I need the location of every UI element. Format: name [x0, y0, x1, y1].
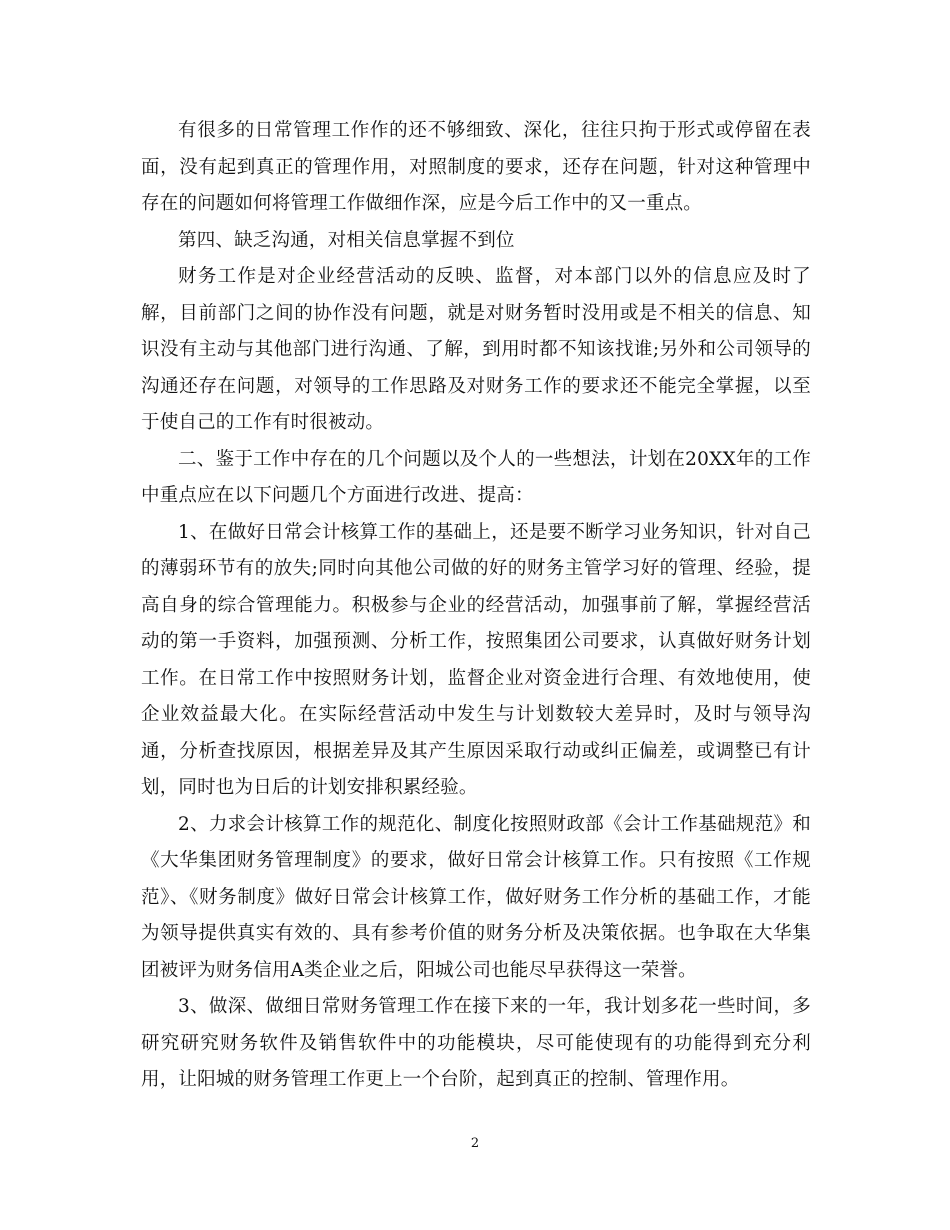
- paragraph-improvement-plan-intro: 二、鉴于工作中存在的几个问题以及个人的一些想法，计划在20XX年的工作中重点应在以下问题几个方面进行改进、提高：: [141, 448, 811, 506]
- page-number: 2: [470, 1136, 480, 1151]
- paragraph-plan-item-1: 1、在做好日常会计核算工作的基础上，还是要不断学习业务知识，针对自己的薄弱环节有的放失;同时向其他公司做的好的财务主管学习好的管理、经验，提高自身的综合管理能力。积极参与企业的经营活动，加强事前了解，掌握经营活动的第一手资料，加强预测、分析工作，按照集团公司要求，认真做好财务计划工作。在日常工作中按照财务计划，监督企业对资金进行合理、有效地使用，使企业效益最大化。在实际经营活动中发生与计划数较大差异时，及时与领导沟通，分析查找原因，根据差异及其产生原因采取行动或纠正偏差，或调整已有计划，同时也为日后的计划安排积累经验。: [141, 521, 811, 798]
- paragraph-plan-item-3: 3、做深、做细日常财务管理工作在接下来的一年，我计划多花一些时间，多研究研究财务软件及销售软件中的功能模块，尽可能使现有的功能得到充分利用，让阳城的财务管理工作更上一个台阶，起到真正的控制、管理作用。: [141, 996, 811, 1090]
- paragraph-heading-communication: 第四、缺乏沟通，对相关信息掌握不到位: [178, 229, 515, 251]
- paragraph-communication-issues: 财务工作是对企业经营活动的反映、监督，对本部门以外的信息应及时了解，目前部门之间的协作没有问题，就是对财务暂时没用或是不相关的信息、知识没有主动与其他部门进行沟通、了解，到用时都不知该找谁;另外和公司领导的沟通还存在问题，对领导的工作思路及对财务工作的要求还不能完全掌握，以至于使自己的工作有时很被动。: [141, 266, 811, 433]
- document-body: [141, 113, 811, 1099]
- paragraph-management-depth: 有很多的日常管理工作作的还不够细致、深化，往往只拘于形式或停留在表面，没有起到真正的管理作用，对照制度的要求，还存在问题，针对这种管理中存在的问题如何将管理工作做细作深，应是今后工作中的又一重点。: [141, 120, 811, 214]
- paragraph-plan-item-2: 2、力求会计核算工作的规范化、制度化按照财政部《会计工作基础规范》和《大华集团财务管理制度》的要求，做好日常会计核算工作。只有按照《工作规范》、《财务制度》做好日常会计核算工作，做好财务工作分析的基础工作，才能为领导提供真实有效的、具有参考价值的财务分析及决策依据。也争取在大华集团被评为财务信用A类企业之后，阳城公司也能尽早获得这一荣誉。: [141, 813, 811, 981]
